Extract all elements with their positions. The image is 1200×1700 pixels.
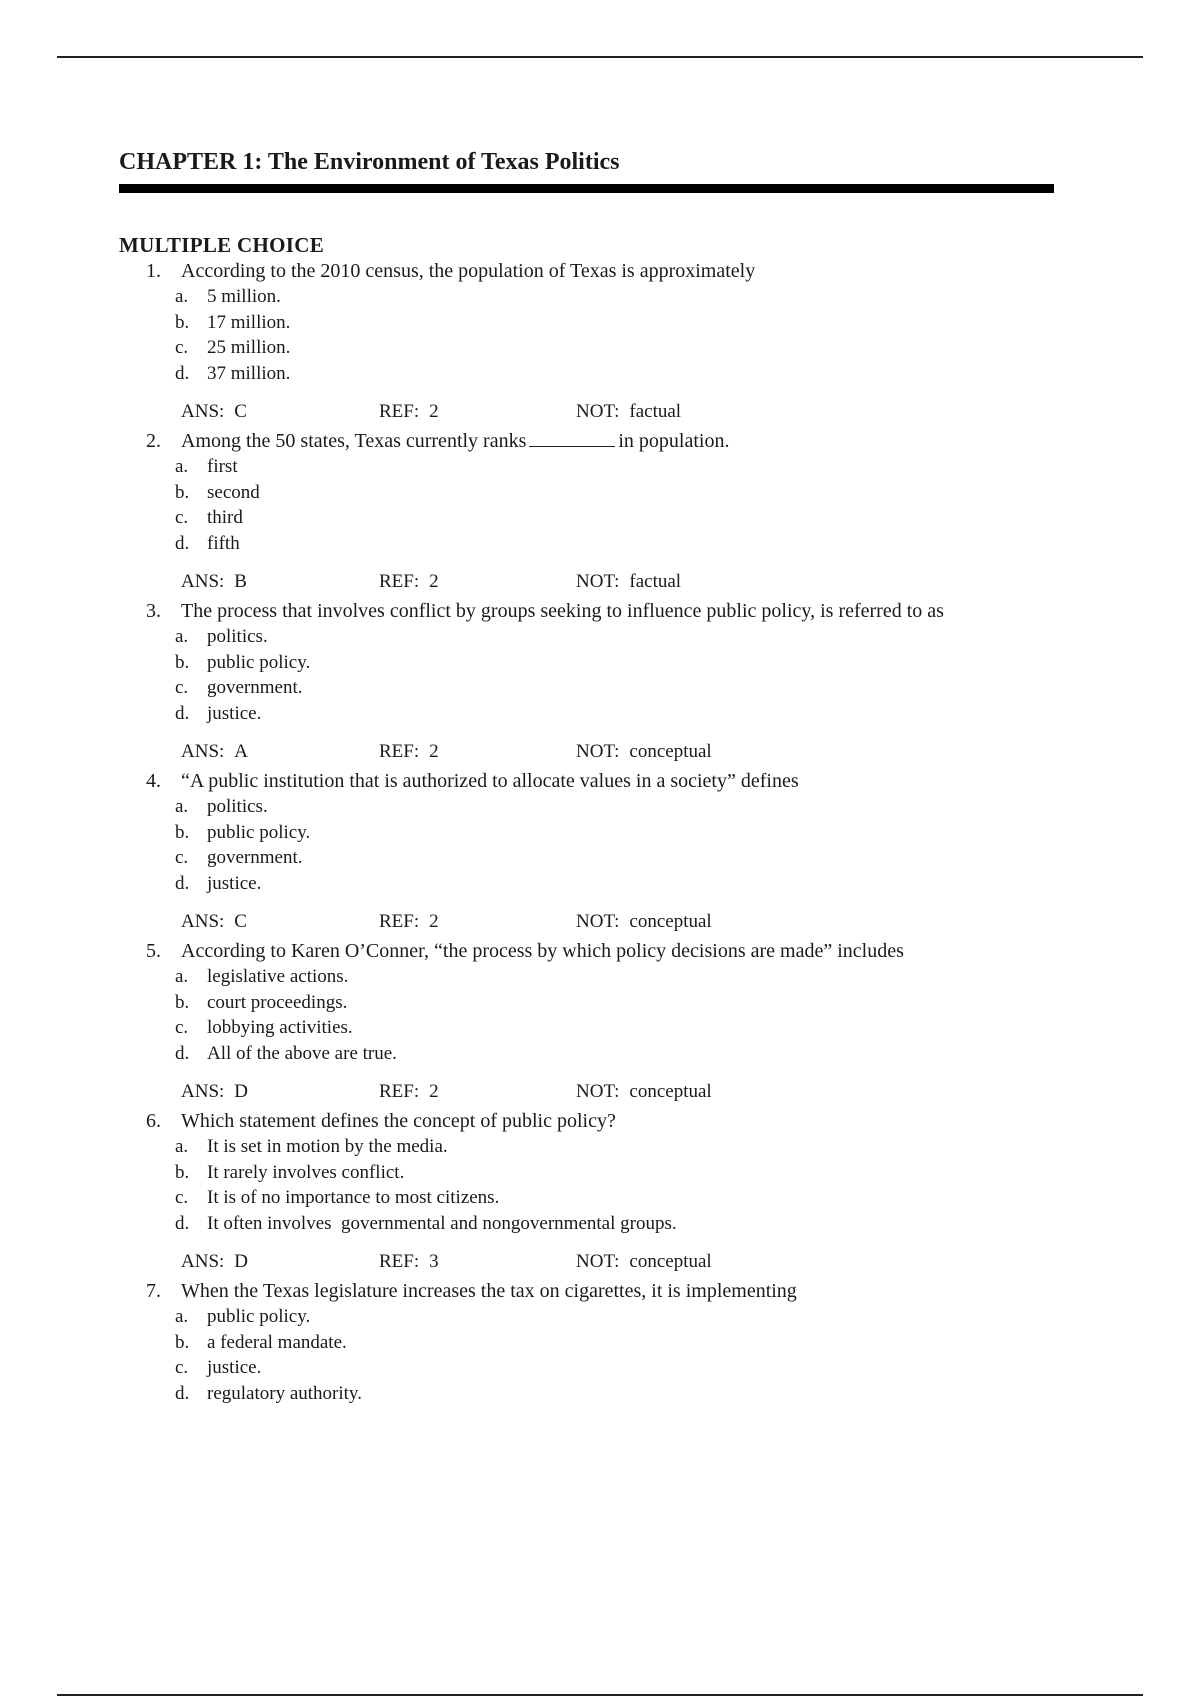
option-list bbox=[119, 1304, 1054, 1406]
option-text: 25 million. bbox=[207, 337, 291, 358]
reference-label: REF: bbox=[379, 401, 420, 422]
reference-value: 2 bbox=[429, 1081, 439, 1102]
option-letter: a. bbox=[175, 966, 189, 987]
option-list bbox=[119, 454, 1054, 556]
answer-key-row bbox=[119, 570, 1054, 594]
option-c bbox=[119, 505, 1054, 531]
option-text: lobbying activities. bbox=[207, 1017, 353, 1038]
answer-key-row bbox=[119, 910, 1054, 934]
option-letter: d. bbox=[175, 362, 190, 384]
option-list bbox=[119, 964, 1054, 1066]
option-d bbox=[119, 1041, 1054, 1067]
option-text: justice. bbox=[207, 702, 262, 724]
notation-cell bbox=[576, 1080, 816, 1104]
question-2 bbox=[119, 428, 1054, 594]
option-letter: a. bbox=[175, 456, 189, 477]
answer-value: C bbox=[234, 911, 247, 932]
option-c bbox=[119, 1015, 1054, 1041]
question-text: “A public institution that is authorized to allocate values in a society” defines bbox=[181, 770, 799, 792]
reference-cell bbox=[379, 1080, 576, 1104]
notation-label: NOT: bbox=[576, 911, 620, 932]
question-number: 6. bbox=[146, 1110, 161, 1132]
option-text: It is set in motion by the media. bbox=[207, 1136, 448, 1157]
notation-label: NOT: bbox=[576, 401, 620, 422]
bottom-divider bbox=[57, 1694, 1143, 1696]
option-d bbox=[119, 871, 1054, 897]
option-a bbox=[119, 624, 1054, 650]
notation-value: conceptual bbox=[629, 911, 712, 932]
option-text: It rarely involves conflict. bbox=[207, 1161, 405, 1183]
option-list bbox=[119, 284, 1054, 386]
option-letter: a. bbox=[175, 796, 189, 817]
notation-label: NOT: bbox=[576, 571, 620, 592]
option-text: public policy. bbox=[207, 821, 311, 843]
option-c bbox=[119, 675, 1054, 701]
option-text: third bbox=[207, 507, 243, 528]
answer-value: D bbox=[234, 1081, 249, 1102]
option-text: All of the above are true. bbox=[207, 1042, 397, 1064]
question-text: Which statement defines the concept of public policy? bbox=[181, 1110, 616, 1132]
option-list bbox=[119, 624, 1054, 726]
option-letter: d. bbox=[175, 1042, 190, 1064]
option-text: court proceedings. bbox=[207, 991, 348, 1013]
option-text: first bbox=[207, 456, 238, 477]
question-text: According to the 2010 census, the population of Texas is approximately bbox=[181, 260, 756, 282]
question-stem bbox=[119, 1108, 1054, 1134]
option-b bbox=[119, 990, 1054, 1016]
question-number: 5. bbox=[146, 940, 161, 962]
question-text-before-blank: Among the 50 states, Texas currently ranks bbox=[181, 430, 527, 452]
option-letter: a. bbox=[175, 286, 189, 307]
option-c bbox=[119, 1355, 1054, 1381]
option-text: legislative actions. bbox=[207, 966, 349, 987]
option-letter: c. bbox=[175, 1017, 189, 1038]
option-d bbox=[119, 361, 1054, 387]
option-a bbox=[119, 1134, 1054, 1160]
option-text: politics. bbox=[207, 626, 268, 647]
question-stem bbox=[119, 598, 1054, 624]
reference-label: REF: bbox=[379, 911, 420, 932]
option-text: It is of no importance to most citizens. bbox=[207, 1187, 500, 1208]
option-c bbox=[119, 1185, 1054, 1211]
option-letter: b. bbox=[175, 991, 190, 1013]
answer-key-row bbox=[119, 740, 1054, 764]
option-text: public policy. bbox=[207, 651, 311, 673]
option-text: politics. bbox=[207, 796, 268, 817]
question-3 bbox=[119, 598, 1054, 764]
question-number: 2. bbox=[146, 430, 161, 452]
question-stem bbox=[119, 768, 1054, 794]
option-a bbox=[119, 284, 1054, 310]
notation-cell bbox=[576, 1250, 816, 1274]
option-b bbox=[119, 650, 1054, 676]
reference-cell bbox=[379, 400, 576, 424]
answer-key-row bbox=[119, 400, 1054, 424]
question-4 bbox=[119, 768, 1054, 934]
fill-in-blank bbox=[529, 428, 615, 447]
answer-label: ANS: bbox=[181, 1251, 225, 1272]
reference-value: 2 bbox=[429, 571, 439, 592]
notation-cell bbox=[576, 740, 816, 764]
option-b bbox=[119, 1160, 1054, 1186]
notation-cell bbox=[576, 400, 816, 424]
answer-value: C bbox=[234, 401, 247, 422]
option-a bbox=[119, 964, 1054, 990]
notation-label: NOT: bbox=[576, 741, 620, 762]
answer-label: ANS: bbox=[181, 571, 225, 592]
chapter-title-bar bbox=[119, 184, 1054, 193]
reference-cell bbox=[379, 910, 576, 934]
top-divider bbox=[57, 56, 1143, 58]
reference-value: 2 bbox=[429, 401, 439, 422]
option-letter: c. bbox=[175, 1357, 189, 1378]
reference-cell bbox=[379, 570, 576, 594]
option-letter: a. bbox=[175, 1306, 189, 1327]
question-6 bbox=[119, 1108, 1054, 1274]
option-d bbox=[119, 531, 1054, 557]
question-text-after-blank: in population. bbox=[618, 430, 730, 452]
option-b bbox=[119, 1330, 1054, 1356]
reference-value: 2 bbox=[429, 911, 439, 932]
notation-label: NOT: bbox=[576, 1081, 620, 1102]
option-text: government. bbox=[207, 847, 303, 868]
option-text: justice. bbox=[207, 872, 262, 894]
answer-cell bbox=[181, 400, 379, 424]
option-text: justice. bbox=[207, 1357, 262, 1378]
reference-cell bbox=[379, 740, 576, 764]
option-letter: c. bbox=[175, 337, 189, 358]
question-text: According to Karen O’Conner, “the process by which policy decisions are made” includes bbox=[181, 940, 904, 962]
option-text: fifth bbox=[207, 532, 240, 554]
option-letter: d. bbox=[175, 532, 190, 554]
option-a bbox=[119, 454, 1054, 480]
option-d bbox=[119, 701, 1054, 727]
option-a bbox=[119, 1304, 1054, 1330]
option-text: government. bbox=[207, 677, 303, 698]
answer-cell bbox=[181, 1080, 379, 1104]
document-page bbox=[119, 146, 1054, 1406]
option-letter: c. bbox=[175, 507, 189, 528]
option-text: 5 million. bbox=[207, 286, 281, 307]
option-b bbox=[119, 310, 1054, 336]
question-number: 7. bbox=[146, 1280, 161, 1302]
notation-value: conceptual bbox=[629, 1251, 712, 1272]
answer-value: A bbox=[234, 741, 249, 762]
option-a bbox=[119, 794, 1054, 820]
notation-value: conceptual bbox=[629, 741, 712, 762]
option-d bbox=[119, 1381, 1054, 1407]
question-list bbox=[119, 258, 1054, 1406]
reference-label: REF: bbox=[379, 1251, 420, 1272]
question-text: The process that involves conflict by groups seeking to influence public policy, is referred to as bbox=[181, 600, 944, 622]
option-letter: c. bbox=[175, 677, 189, 698]
answer-label: ANS: bbox=[181, 741, 225, 762]
reference-value: 3 bbox=[429, 1251, 439, 1272]
notation-label: NOT: bbox=[576, 1251, 620, 1272]
reference-cell bbox=[379, 1250, 576, 1274]
option-d bbox=[119, 1211, 1054, 1237]
option-letter: b. bbox=[175, 821, 190, 843]
section-heading: MULTIPLE CHOICE bbox=[119, 233, 325, 257]
option-b bbox=[119, 820, 1054, 846]
notation-cell bbox=[576, 910, 816, 934]
option-letter: c. bbox=[175, 847, 189, 868]
answer-label: ANS: bbox=[181, 1081, 225, 1102]
option-c bbox=[119, 335, 1054, 361]
question-stem bbox=[119, 428, 1054, 454]
question-stem bbox=[119, 938, 1054, 964]
notation-value: factual bbox=[629, 571, 682, 592]
option-letter: d. bbox=[175, 702, 190, 724]
option-b bbox=[119, 480, 1054, 506]
option-letter: d. bbox=[175, 1212, 190, 1234]
option-list bbox=[119, 1134, 1054, 1236]
question-stem bbox=[119, 258, 1054, 284]
answer-cell bbox=[181, 740, 379, 764]
reference-value: 2 bbox=[429, 741, 439, 762]
answer-key-row bbox=[119, 1250, 1054, 1274]
answer-value: D bbox=[234, 1251, 249, 1272]
question-number: 1. bbox=[146, 260, 161, 282]
answer-label: ANS: bbox=[181, 401, 225, 422]
notation-value: factual bbox=[629, 401, 682, 422]
question-number: 4. bbox=[146, 770, 161, 792]
answer-cell bbox=[181, 570, 379, 594]
answer-label: ANS: bbox=[181, 911, 225, 932]
option-letter: b. bbox=[175, 311, 190, 333]
option-text: 37 million. bbox=[207, 362, 291, 384]
option-letter: d. bbox=[175, 1382, 190, 1404]
reference-label: REF: bbox=[379, 741, 420, 762]
option-text: second bbox=[207, 481, 260, 503]
question-7 bbox=[119, 1278, 1054, 1406]
notation-cell bbox=[576, 570, 816, 594]
chapter-title: CHAPTER 1: The Environment of Texas Politics bbox=[119, 149, 620, 175]
option-text: public policy. bbox=[207, 1306, 311, 1327]
option-letter: d. bbox=[175, 872, 190, 894]
option-text: regulatory authority. bbox=[207, 1382, 362, 1404]
option-letter: b. bbox=[175, 1331, 190, 1353]
option-list bbox=[119, 794, 1054, 896]
option-letter: b. bbox=[175, 1161, 190, 1183]
answer-value: B bbox=[234, 571, 247, 592]
answer-cell bbox=[181, 1250, 379, 1274]
answer-cell bbox=[181, 910, 379, 934]
option-letter: c. bbox=[175, 1187, 189, 1208]
question-5 bbox=[119, 938, 1054, 1104]
option-c bbox=[119, 845, 1054, 871]
answer-key-row bbox=[119, 1080, 1054, 1104]
question-stem bbox=[119, 1278, 1054, 1304]
option-text: a federal mandate. bbox=[207, 1331, 347, 1353]
option-text: 17 million. bbox=[207, 311, 291, 333]
option-letter: a. bbox=[175, 626, 189, 647]
option-letter: a. bbox=[175, 1136, 189, 1157]
question-text: When the Texas legislature increases the tax on cigarettes, it is implementing bbox=[181, 1280, 797, 1302]
reference-label: REF: bbox=[379, 1081, 420, 1102]
question-1 bbox=[119, 258, 1054, 424]
notation-value: conceptual bbox=[629, 1081, 712, 1102]
option-text: It often involves governmental and nongovernmental groups. bbox=[207, 1212, 677, 1234]
option-letter: b. bbox=[175, 651, 190, 673]
question-text bbox=[181, 428, 1054, 454]
question-number: 3. bbox=[146, 600, 161, 622]
option-letter: b. bbox=[175, 481, 190, 503]
reference-label: REF: bbox=[379, 571, 420, 592]
